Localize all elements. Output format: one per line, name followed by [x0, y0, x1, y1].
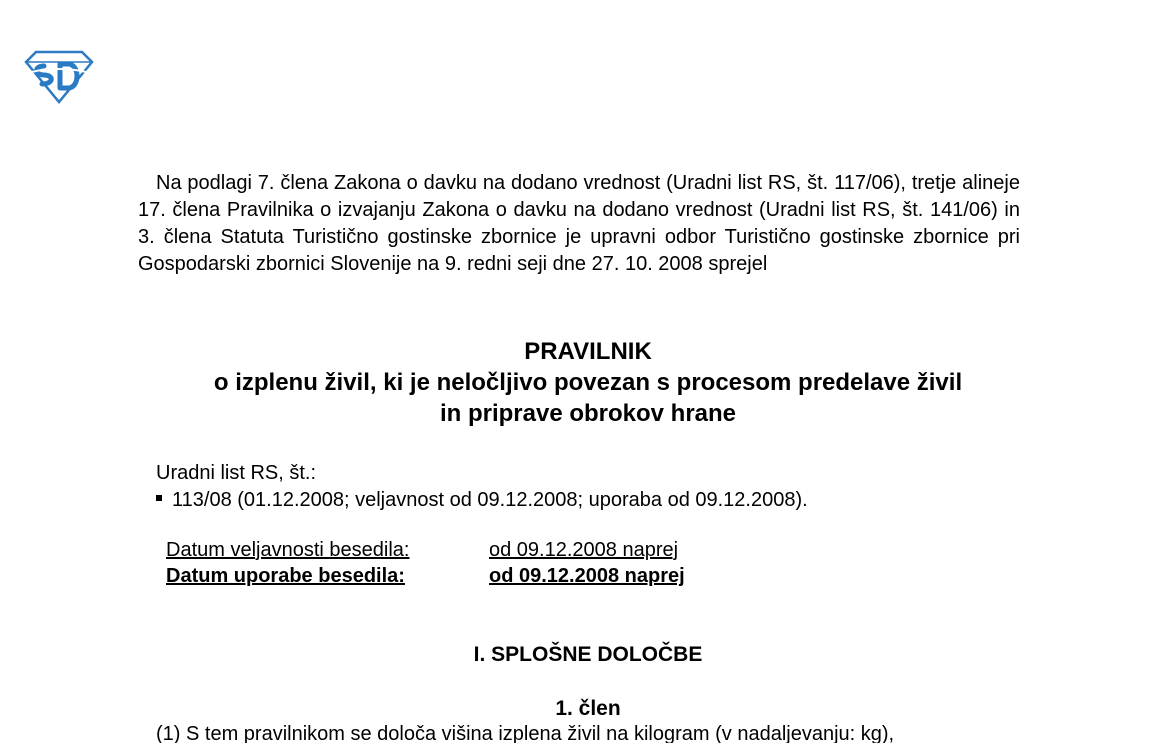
title-line-1: PRAVILNIK — [524, 338, 652, 365]
gazette-entry-text: 113/08 (01.12.2008; veljavnost od 09.12.2008; uporaba od 09.12.2008). — [172, 489, 808, 511]
gazette-entry — [156, 487, 808, 514]
validity-date-label: Datum veljavnosti besedila: — [166, 539, 410, 561]
sd-logo-icon — [22, 48, 96, 106]
square-bullet-icon — [156, 495, 162, 501]
article-heading: 1. člen — [555, 697, 621, 720]
validity-date-row — [166, 537, 685, 563]
title-line-2: o izplenu živil, ki je neločljivo povezan s procesom predelave živil — [213, 369, 963, 396]
intro-paragraph: Na podlagi 7. člena Zakona o davku na dodano vrednost (Uradni list RS, št. 117/06), tretje alineje 17. člena Pravilnika o izvajanju Zakona o davku na dodano vrednost (Uradni list RS, št. 141/06) in 3. člena Statuta Turistično gostinske zbornice je upravni odbor Turistično gostinske zbornice pri Gospodarski zbornici Slovenije na 9. redni seji dne 27. 10. 2008 sprejel — [138, 172, 1020, 275]
validity-date-value: od 09.12.2008 naprej — [489, 539, 679, 561]
use-date-value: od 09.12.2008 naprej — [489, 565, 685, 587]
article-paragraph-1: (1) S tem pravilnikom se določa višina izplena živil na kilogram (v nadaljevanju: kg), — [156, 723, 895, 743]
official-gazette-block — [156, 460, 808, 514]
logo — [22, 48, 96, 106]
gazette-label: Uradni list RS, št.: — [156, 462, 317, 484]
use-date-label: Datum uporabe besedila: — [166, 565, 405, 587]
title-line-3: in priprave obrokov hrane — [439, 400, 737, 427]
use-date-row — [166, 563, 685, 589]
document-title — [138, 336, 1038, 429]
dates-block — [166, 537, 685, 589]
section-heading: I. SPLOŠNE DOLOČBE — [473, 643, 703, 666]
